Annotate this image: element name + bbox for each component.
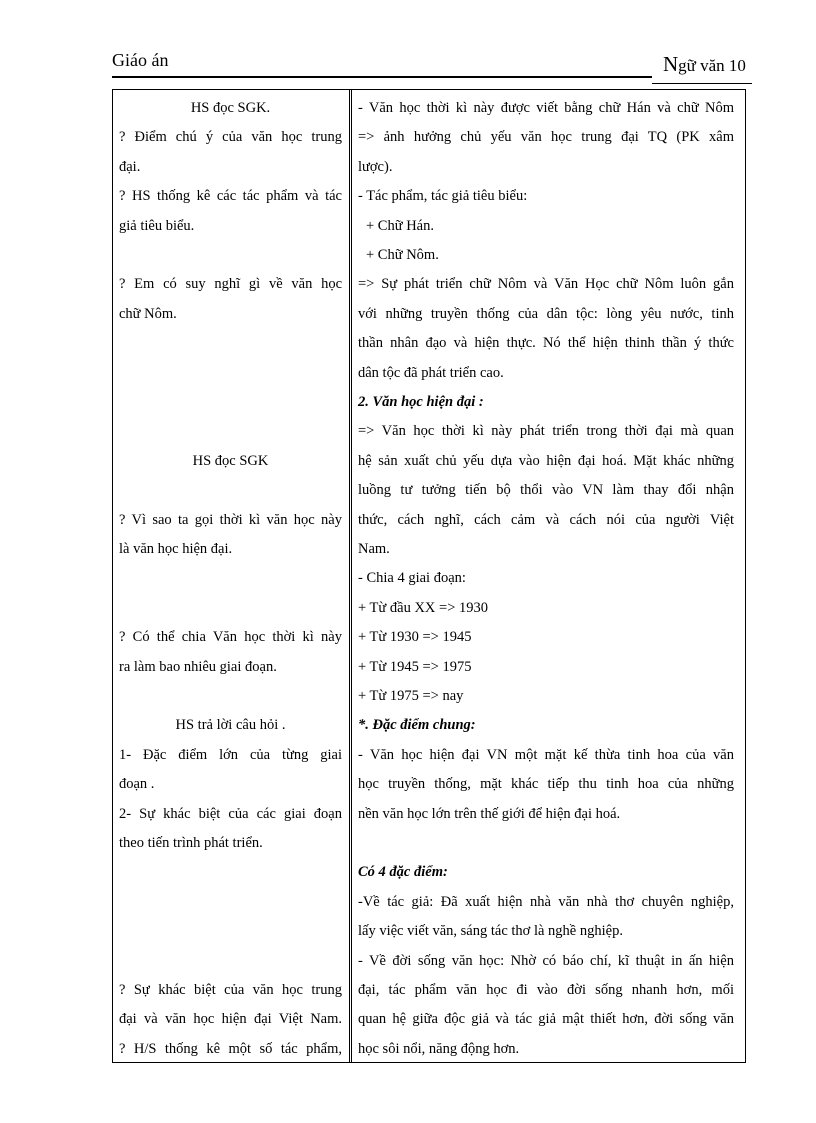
left-column-line: ? HS thống kê các tác phẩm và tác bbox=[119, 188, 342, 205]
left-column-line: 1- Đặc điểm lớn của từng giai bbox=[119, 746, 342, 763]
right-column-line: + Từ 1975 => nay bbox=[358, 688, 464, 704]
right-column-line: Có 4 đặc điểm: bbox=[358, 864, 448, 881]
right-column-line: => Văn học thời kì này phát triển trong thời đại mà quan bbox=[358, 423, 734, 440]
right-column-line: lấy việc viết văn, sáng tác thơ là nghề nghiệp. bbox=[358, 923, 623, 940]
header-right-initial: N bbox=[663, 52, 679, 76]
right-column-line: *. Đặc điểm chung: bbox=[358, 717, 476, 734]
header-right-rest: gữ văn 10 bbox=[678, 56, 746, 75]
left-column-line: 2- Sự khác biệt của các giai đoạn bbox=[119, 805, 342, 822]
left-column-line: giả tiêu biểu. bbox=[119, 217, 195, 234]
left-column-line: ? Điểm chú ý của văn học trung bbox=[119, 129, 342, 146]
right-column-line: + Chữ Hán. bbox=[366, 217, 434, 234]
column-divider bbox=[349, 90, 352, 1062]
left-column-line: là văn học hiện đại. bbox=[119, 541, 233, 557]
right-column-line: thần nhân đạo và hiện thực. Nó thể hiện thinh thần ý thức bbox=[358, 335, 734, 352]
right-column-line: dân tộc đã phát triển cao. bbox=[358, 364, 504, 381]
lesson-table bbox=[112, 89, 746, 1063]
right-column-line: nền văn học lớn trên thế giới để hiện đại hoá. bbox=[358, 805, 621, 822]
left-column-line: HS đọc SGK bbox=[192, 452, 269, 469]
right-column-line: quan hệ giữa độc giả và tác giả mật thiết hơn, đời sống văn bbox=[358, 1011, 734, 1028]
right-column-line: - Chia 4 giai đoạn: bbox=[358, 570, 466, 587]
left-column-line: chữ Nôm. bbox=[119, 305, 177, 322]
header-rule-right bbox=[652, 83, 752, 84]
right-column-line: 2. Văn học hiện đại : bbox=[358, 394, 484, 410]
right-column-line: + Từ đầu XX => 1930 bbox=[358, 599, 488, 616]
right-column-line: Nam. bbox=[358, 541, 390, 557]
right-column-line: thức, cách nghĩ, cách cảm và cách nói của người Việt bbox=[358, 511, 734, 528]
right-column-line: => Sự phát triển chữ Nôm và Văn Học chữ Nôm luôn gắn bbox=[358, 276, 734, 293]
right-column-line: -Về tác giả: Đã xuất hiện nhà văn nhà thơ chuyên nghiệp, bbox=[358, 893, 734, 910]
left-column-line: ? Có thể chia Văn học thời kì này bbox=[119, 629, 342, 646]
left-column-line: ? Sự khác biệt của văn học trung bbox=[119, 982, 342, 998]
right-column-line: + Chữ Nôm. bbox=[366, 247, 439, 263]
left-column-line: ra làm bao nhiêu giai đoạn. bbox=[119, 658, 277, 675]
right-column-line: - Về đời sống văn học: Nhờ có báo chí, kĩ thuật in ấn hiện bbox=[358, 952, 734, 969]
right-column-line: học truyền thống, mặt khác tiếp thu tinh hoa của những bbox=[358, 776, 734, 793]
right-column-line: học sôi nổi, năng động hơn. bbox=[358, 1040, 520, 1057]
right-column-line: - Văn học hiện đại VN một mặt kế thừa tinh hoa của văn bbox=[358, 746, 734, 763]
header-rule bbox=[112, 76, 652, 78]
header-left-title: Giáo án bbox=[112, 50, 169, 70]
left-column-line: theo tiến trình phát triển. bbox=[119, 835, 263, 851]
left-column-line: ? Em có suy nghĩ gì về văn học bbox=[119, 276, 342, 293]
header-right-title bbox=[663, 52, 746, 77]
right-column-line: + Từ 1945 => 1975 bbox=[358, 658, 472, 675]
left-column-line: đại và văn học hiện đại Việt Nam. bbox=[119, 1011, 342, 1028]
right-column-line: hệ sản xuất chủ yếu dựa vào hiện đại hoá. Mặt khác những bbox=[358, 452, 734, 469]
right-column-line: => ảnh hưởng chủ yếu văn học trung đại TQ (PK xâm bbox=[358, 129, 734, 146]
right-column-line: lược). bbox=[358, 158, 393, 175]
left-column-line: đoạn . bbox=[119, 776, 155, 793]
right-column-line: - Văn học thời kì này được viết bằng chữ Hán và chữ Nôm bbox=[358, 100, 734, 116]
left-column-line: HS đọc SGK. bbox=[190, 100, 271, 116]
right-column-line: + Từ 1930 => 1945 bbox=[358, 629, 472, 646]
right-column-line: đại, tác phẩm văn học đi vào đời sống nhanh hơn, mối bbox=[358, 982, 734, 998]
left-column-line: HS trả lời câu hỏi . bbox=[175, 717, 286, 734]
right-column-line: với những truyền thống của dân tộc: lòng yêu nước, tinh bbox=[358, 305, 734, 322]
left-column-line: đại. bbox=[119, 158, 141, 175]
left-column-line: ? H/S thống kê một số tác phẩm, bbox=[119, 1040, 342, 1057]
right-column-line: - Tác phẩm, tác giả tiêu biểu: bbox=[358, 188, 528, 205]
left-column-line: ? Vì sao ta gọi thời kì văn học này bbox=[119, 511, 342, 528]
right-column-line: luồng tư tưởng tiến bộ thổi vào VN làm thay đổi nhận bbox=[358, 482, 734, 499]
